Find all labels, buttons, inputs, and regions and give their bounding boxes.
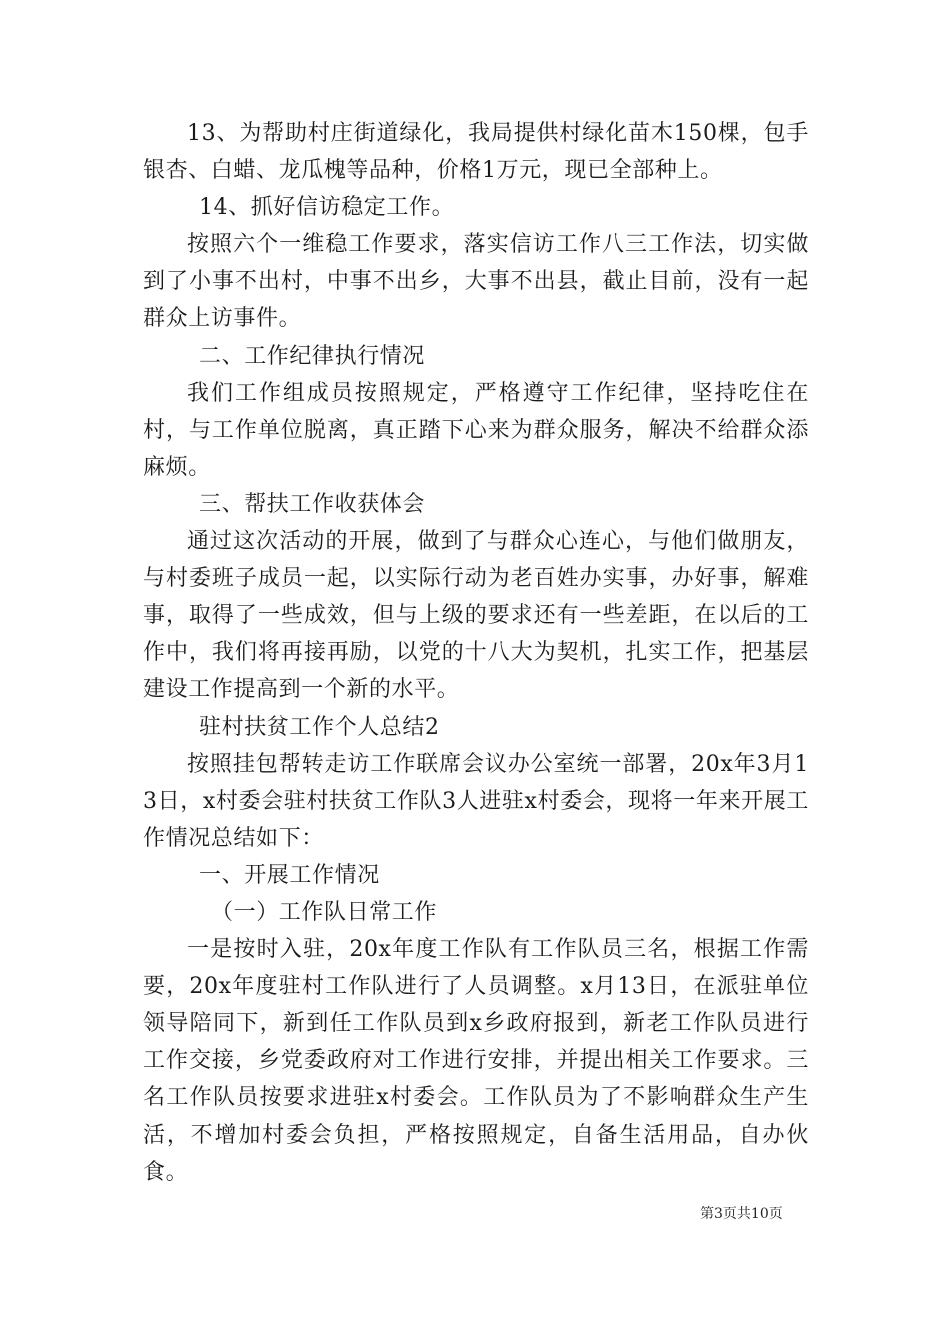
heading-assistance-gains: 三、帮扶工作收获体会	[199, 491, 426, 517]
paragraph-discipline: 我们工作组成员按照规定，严格遵守工作纪律，坚持吃住在村，与工作单位脱离，真正踏下心来为群众服务，解决不给群众添麻烦。	[143, 380, 809, 480]
paragraph-daily-work: 一是按时入驻，20x年度工作队有工作队员三名，根据工作需要，20x年度驻村工作队进行了人员调整。x月13日，在派驻单位领导陪同下，新到任工作队员到x乡政府报到，新老工作队员进行工作交接，乡党委政府对工作进行安排，并提出相关工作要求。三名工作队员按要求进驻x村委会。工作队员为了不影响群众生产生活，不增加村委会负担，严格按照规定，自备生活用品，自办伙食。	[143, 937, 809, 1185]
paragraph-greening: 13、为帮助村庄街道绿化，我局提供村绿化苗木150棵，包手银杏、白蜡、龙瓜槐等品种，价格1万元，现已全部种上。	[143, 121, 809, 184]
heading-petition-stability: 14、抓好信访稳定工作。	[199, 195, 455, 221]
page-number-footer: 第3页共10页	[700, 1206, 783, 1222]
paragraph-deployment: 按照挂包帮转走访工作联席会议办公室统一部署，20x年3月13日，x村委会驻村扶贫工作队3人进驻x村委会，现将一年来开展工作情况总结如下：	[143, 751, 809, 851]
paragraph-gains: 通过这次活动的开展，做到了与群众心连心，与他们做朋友，与村委班子成员一起，以实际行动为老百姓办实事，办好事，解难事，取得了一些成效，但与上级的要求还有一些差距，在以后的工作中，我们将再接再励，以党的十八大为契机，扎实工作，把基层建设工作提高到一个新的水平。	[143, 529, 809, 703]
document-body	[143, 115, 809, 1191]
heading-daily-work: （一）工作队日常工作	[211, 899, 438, 925]
heading-work-discipline: 二、工作纪律执行情况	[199, 343, 426, 369]
heading-work-situation: 一、开展工作情况	[199, 862, 380, 888]
heading-summary-2: 驻村扶贫工作个人总结2	[199, 714, 440, 740]
paragraph-petition: 按照六个一维稳工作要求，落实信访工作八三工作法，切实做到了小事不出村，中事不出乡，大事不出县，截止目前，没有一起群众上访事件。	[143, 232, 809, 332]
